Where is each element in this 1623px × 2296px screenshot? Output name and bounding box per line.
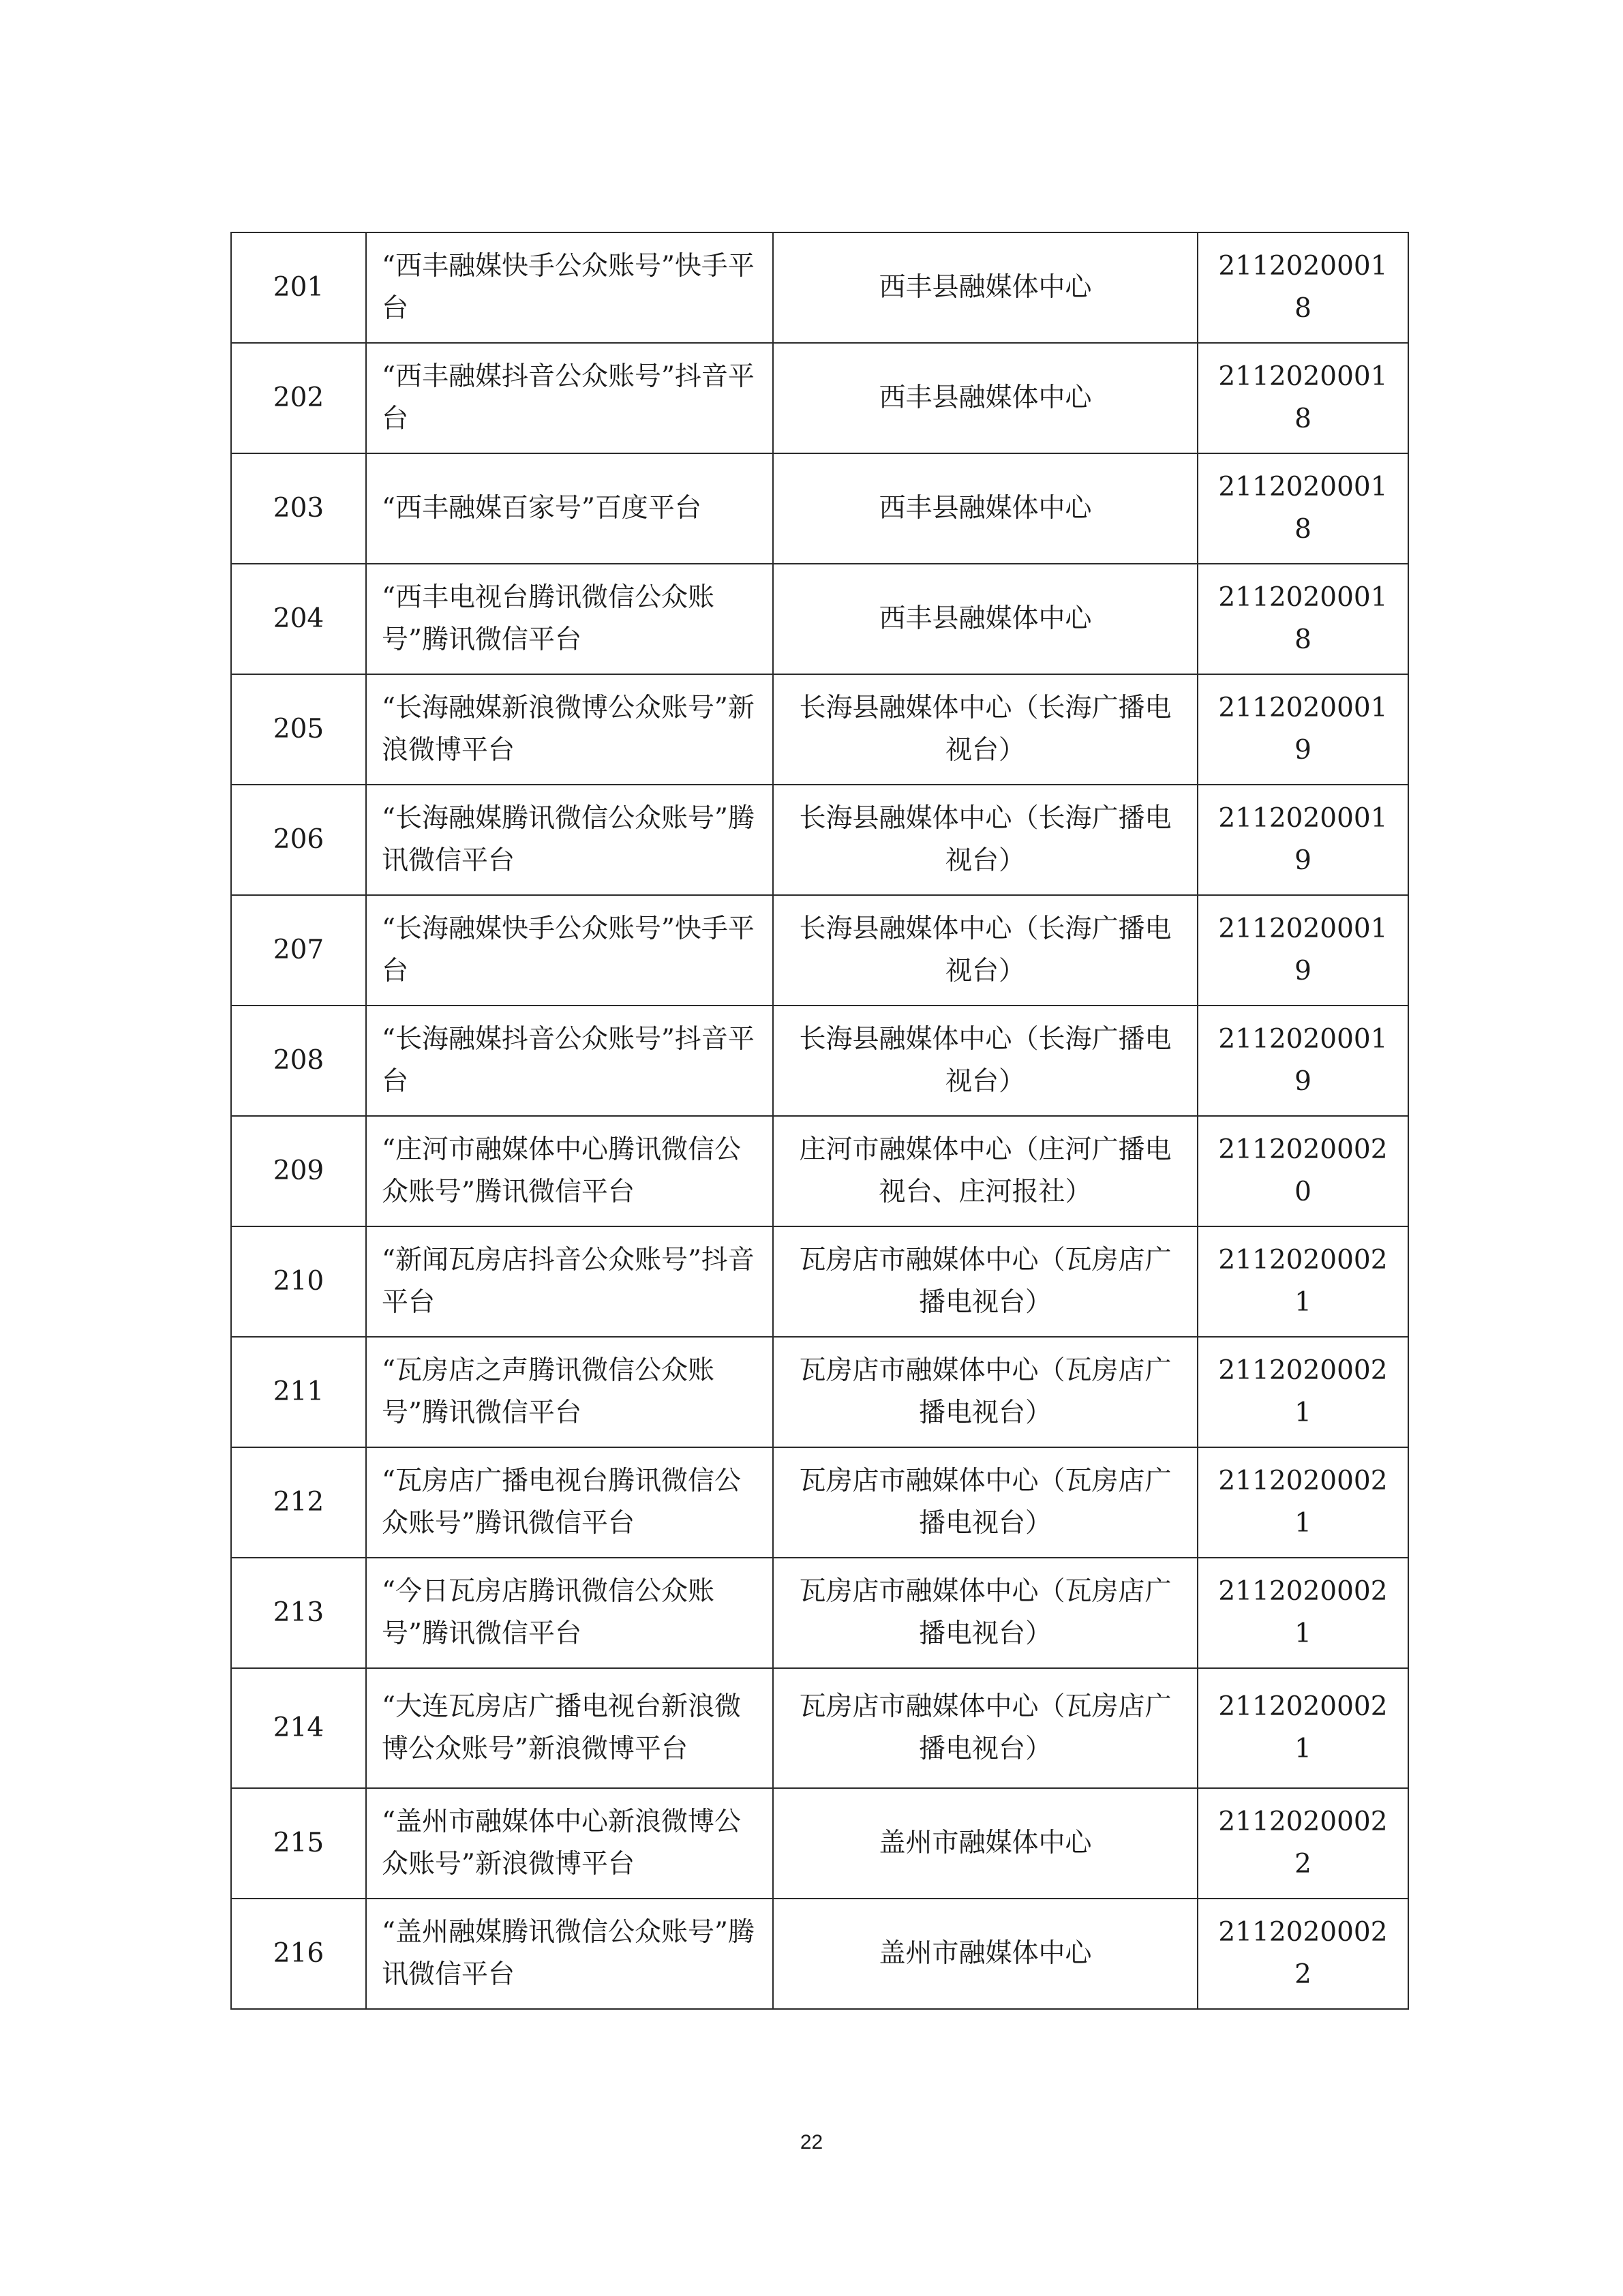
cell-organization: 长海县融媒体中心（长海广播电视台） — [773, 674, 1198, 785]
cell-organization: 长海县融媒体中心（长海广播电视台） — [773, 895, 1198, 1006]
cell-code: 21120200018 — [1198, 343, 1408, 453]
cell-account-name: “长海融媒快手公众账号”快手平台 — [366, 895, 773, 1006]
cell-number: 216 — [231, 1899, 366, 2009]
cell-account-name: “西丰融媒快手公众账号”快手平台 — [366, 232, 773, 343]
cell-number: 209 — [231, 1116, 366, 1226]
cell-code: 21120200019 — [1198, 674, 1408, 785]
registry-table — [230, 232, 1409, 2010]
cell-code: 21120200018 — [1198, 564, 1408, 674]
cell-organization: 盖州市融媒体中心 — [773, 1899, 1198, 2009]
table-row — [231, 1226, 1408, 1337]
cell-organization: 长海县融媒体中心（长海广播电视台） — [773, 1006, 1198, 1116]
cell-organization: 西丰县融媒体中心 — [773, 453, 1198, 564]
cell-account-name: “庄河市融媒体中心腾讯微信公众账号”腾讯微信平台 — [366, 1116, 773, 1226]
cell-account-name: “盖州融媒腾讯微信公众账号”腾讯微信平台 — [366, 1899, 773, 2009]
cell-number: 210 — [231, 1226, 366, 1337]
table-row — [231, 1116, 1408, 1226]
cell-number: 214 — [231, 1668, 366, 1788]
cell-account-name: “新闻瓦房店抖音公众账号”抖音平台 — [366, 1226, 773, 1337]
cell-code: 21120200019 — [1198, 785, 1408, 895]
table-row — [231, 1006, 1408, 1116]
cell-number: 205 — [231, 674, 366, 785]
table-row — [231, 564, 1408, 674]
cell-code: 21120200021 — [1198, 1558, 1408, 1668]
cell-code: 21120200021 — [1198, 1668, 1408, 1788]
cell-code: 21120200022 — [1198, 1899, 1408, 2009]
cell-account-name: “长海融媒腾讯微信公众账号”腾讯微信平台 — [366, 785, 773, 895]
table-row — [231, 785, 1408, 895]
table-row — [231, 674, 1408, 785]
cell-organization: 瓦房店市融媒体中心（瓦房店广播电视台） — [773, 1337, 1198, 1447]
cell-code: 21120200020 — [1198, 1116, 1408, 1226]
cell-organization: 盖州市融媒体中心 — [773, 1788, 1198, 1899]
table-row — [231, 453, 1408, 564]
cell-number: 203 — [231, 453, 366, 564]
cell-account-name: “今日瓦房店腾讯微信公众账号”腾讯微信平台 — [366, 1558, 773, 1668]
cell-account-name: “瓦房店之声腾讯微信公众账号”腾讯微信平台 — [366, 1337, 773, 1447]
table-row — [231, 1447, 1408, 1558]
table-row — [231, 1337, 1408, 1447]
cell-organization: 瓦房店市融媒体中心（瓦房店广播电视台） — [773, 1558, 1198, 1668]
table-row — [231, 232, 1408, 343]
cell-account-name: “长海融媒新浪微博公众账号”新浪微博平台 — [366, 674, 773, 785]
cell-code: 21120200018 — [1198, 232, 1408, 343]
table-row — [231, 1788, 1408, 1899]
cell-account-name: “长海融媒抖音公众账号”抖音平台 — [366, 1006, 773, 1116]
cell-organization: 庄河市融媒体中心（庄河广播电视台、庄河报社） — [773, 1116, 1198, 1226]
cell-number: 208 — [231, 1006, 366, 1116]
cell-number: 213 — [231, 1558, 366, 1668]
cell-code: 21120200021 — [1198, 1447, 1408, 1558]
cell-account-name: “瓦房店广播电视台腾讯微信公众账号”腾讯微信平台 — [366, 1447, 773, 1558]
cell-organization: 西丰县融媒体中心 — [773, 343, 1198, 453]
registry-table-container — [230, 232, 1408, 2010]
cell-account-name: “大连瓦房店广播电视台新浪微博公众账号”新浪微博平台 — [366, 1668, 773, 1788]
cell-organization: 瓦房店市融媒体中心（瓦房店广播电视台） — [773, 1226, 1198, 1337]
cell-number: 211 — [231, 1337, 366, 1447]
cell-code: 21120200019 — [1198, 1006, 1408, 1116]
table-row — [231, 343, 1408, 453]
table-row — [231, 895, 1408, 1006]
cell-organization: 西丰县融媒体中心 — [773, 232, 1198, 343]
cell-organization: 瓦房店市融媒体中心（瓦房店广播电视台） — [773, 1668, 1198, 1788]
cell-number: 215 — [231, 1788, 366, 1899]
cell-organization: 长海县融媒体中心（长海广播电视台） — [773, 785, 1198, 895]
cell-number: 201 — [231, 232, 366, 343]
cell-number: 202 — [231, 343, 366, 453]
cell-account-name: “西丰融媒抖音公众账号”抖音平台 — [366, 343, 773, 453]
page-number: 22 — [800, 2131, 823, 2154]
cell-code: 21120200019 — [1198, 895, 1408, 1006]
table-row — [231, 1668, 1408, 1788]
cell-account-name: “西丰融媒百家号”百度平台 — [366, 453, 773, 564]
registry-table-body — [231, 232, 1408, 2009]
cell-number: 204 — [231, 564, 366, 674]
cell-account-name: “西丰电视台腾讯微信公众账号”腾讯微信平台 — [366, 564, 773, 674]
cell-code: 21120200021 — [1198, 1337, 1408, 1447]
cell-account-name: “盖州市融媒体中心新浪微博公众账号”新浪微博平台 — [366, 1788, 773, 1899]
cell-code: 21120200022 — [1198, 1788, 1408, 1899]
cell-organization: 瓦房店市融媒体中心（瓦房店广播电视台） — [773, 1447, 1198, 1558]
cell-code: 21120200021 — [1198, 1226, 1408, 1337]
cell-organization: 西丰县融媒体中心 — [773, 564, 1198, 674]
table-row — [231, 1899, 1408, 2009]
table-row — [231, 1558, 1408, 1668]
cell-number: 207 — [231, 895, 366, 1006]
cell-code: 21120200018 — [1198, 453, 1408, 564]
cell-number: 212 — [231, 1447, 366, 1558]
cell-number: 206 — [231, 785, 366, 895]
